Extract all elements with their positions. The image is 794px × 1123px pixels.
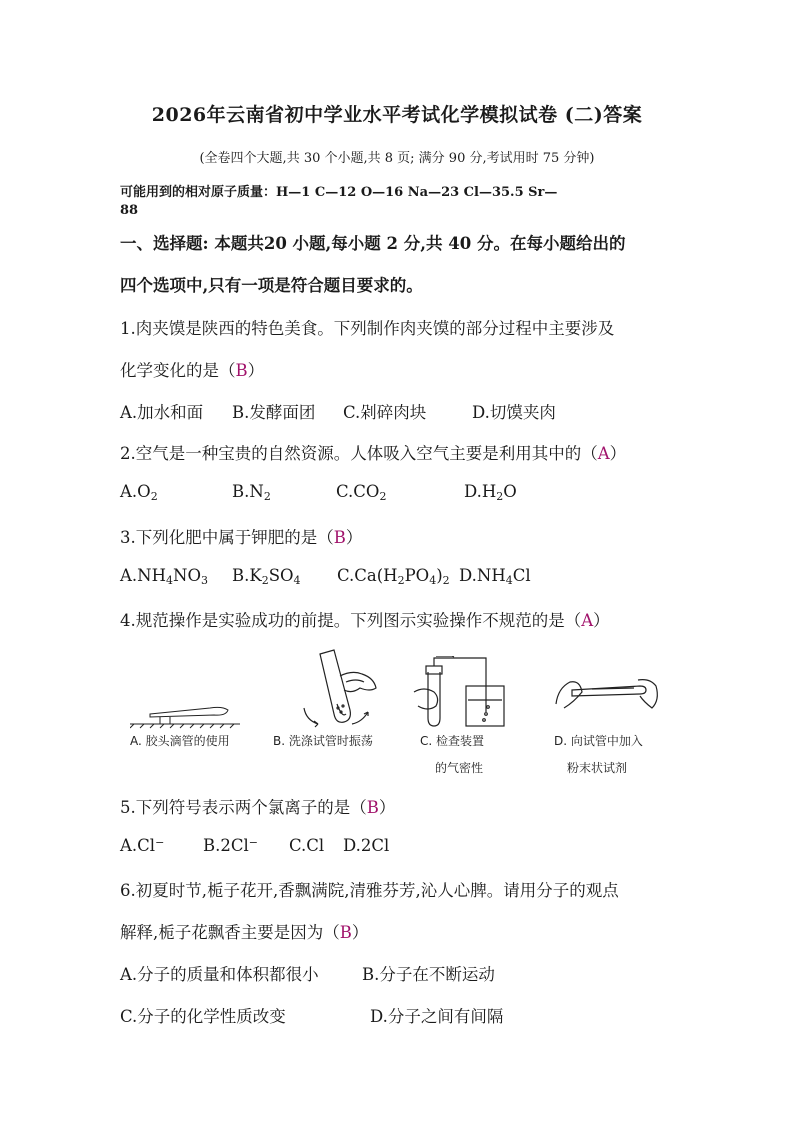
question-5-option-b bbox=[203, 836, 258, 855]
exam-info: (全卷四个大题,共 30 个小题,共 8 页; 满分 90 分,考试用时 75 分钟) bbox=[199, 151, 595, 166]
question-1-option-d: D.切馍夹肉 bbox=[472, 403, 556, 422]
subscript: 2 bbox=[379, 490, 387, 503]
subscript: 2 bbox=[442, 574, 450, 587]
question-5-option-a bbox=[120, 836, 164, 855]
question-5-answer: B bbox=[366, 798, 379, 817]
formula: B.2Cl bbox=[203, 836, 249, 855]
question-5-text bbox=[120, 794, 395, 818]
question-4-stem: 4.规范操作是实验成功的前提。下列图示实验操作不规范的是（ bbox=[120, 611, 582, 630]
paren-close: ） bbox=[345, 528, 363, 547]
subscript: 4 bbox=[505, 574, 513, 587]
subscript: 2 bbox=[496, 490, 504, 503]
formula: C.Ca(H bbox=[337, 566, 398, 585]
paren-close: ） bbox=[609, 444, 627, 463]
paren-close: ） bbox=[247, 361, 265, 380]
formula: NO bbox=[173, 566, 201, 585]
subscript: 3 bbox=[200, 574, 208, 587]
question-3-stem: 3.下列化肥中属于钾肥的是（ bbox=[120, 528, 334, 547]
subscript: 4 bbox=[429, 574, 437, 587]
test-tube-shake-illustration bbox=[290, 648, 380, 730]
figure-d-caption-2: 粉末状试剂 bbox=[567, 761, 628, 775]
question-2-option-a bbox=[120, 482, 158, 501]
formula: A.O bbox=[120, 482, 151, 501]
figure-d-caption-1: D. 向试管中加入 bbox=[554, 734, 643, 748]
question-2-stem: 2.空气是一种宝贵的自然资源。人体吸入空气主要是利用其中的（ bbox=[120, 444, 598, 463]
superscript: − bbox=[248, 836, 258, 849]
figure-a-caption: A. 胶头滴管的使用 bbox=[130, 734, 230, 748]
figure-c-caption-2: 的气密性 bbox=[435, 761, 484, 775]
atomic-masses-line2: 88 bbox=[120, 203, 139, 218]
powder-addition-illustration bbox=[552, 672, 662, 728]
subscript: 4 bbox=[166, 574, 173, 587]
question-2-text bbox=[120, 440, 626, 464]
subscript: 2 bbox=[263, 490, 271, 503]
question-6-text-2 bbox=[120, 919, 368, 943]
question-1-option-a: A.加水和面 bbox=[120, 403, 204, 422]
question-3-answer: B bbox=[333, 528, 346, 547]
question-6-text: 6.初夏时节,栀子花开,香飘满院,清雅芬芳,沁人心脾。请用分子的观点 bbox=[120, 881, 619, 900]
paren-close: ） bbox=[351, 923, 369, 942]
formula: O bbox=[503, 482, 517, 501]
question-6-answer: B bbox=[339, 923, 352, 942]
question-5-option-c: C.Cl bbox=[289, 836, 325, 855]
paren-close: ） bbox=[593, 611, 610, 630]
formula: Cl bbox=[512, 566, 531, 585]
question-6-option-a: A.分子的质量和体积都很小 bbox=[120, 965, 319, 984]
formula: SO bbox=[268, 566, 294, 585]
subscript: 4 bbox=[293, 574, 301, 587]
formula: A.Cl bbox=[120, 836, 156, 855]
formula: PO bbox=[404, 566, 430, 585]
question-4-text bbox=[120, 607, 610, 631]
figure-c-caption-1: C. 检查装置 bbox=[420, 734, 485, 748]
question-3-option-a bbox=[120, 566, 208, 585]
question-6-option-b: B.分子在不断运动 bbox=[362, 965, 495, 984]
question-6-stem: 解释,栀子花飘香主要是因为（ bbox=[120, 923, 340, 942]
question-3-option-d bbox=[459, 566, 531, 585]
formula: ) bbox=[436, 566, 443, 585]
question-2-option-b bbox=[232, 482, 271, 501]
question-1-option-b: B.发酵面团 bbox=[232, 403, 316, 422]
question-2-answer: A bbox=[597, 444, 610, 463]
formula: D.H bbox=[464, 482, 497, 501]
paren-close: ） bbox=[378, 798, 396, 817]
question-1-answer: B bbox=[235, 361, 248, 380]
question-1-option-c: C.剁碎肉块 bbox=[343, 403, 427, 422]
airtight-check-illustration bbox=[406, 656, 516, 730]
formula: D.NH bbox=[459, 566, 506, 585]
question-3-option-b bbox=[232, 566, 301, 585]
question-2-option-c bbox=[336, 482, 386, 501]
question-1-text-2 bbox=[120, 357, 264, 381]
section-heading-line2: 四个选项中,只有一项是符合题目要求的。 bbox=[120, 276, 423, 295]
question-5-option-d: D.2Cl bbox=[343, 836, 390, 855]
question-4-answer: A bbox=[581, 611, 594, 630]
question-2-option-d bbox=[464, 482, 517, 501]
question-4-figures bbox=[120, 648, 680, 778]
formula: B.N bbox=[232, 482, 264, 501]
subscript: 2 bbox=[150, 490, 158, 503]
figure-b-caption: B. 洗涤试管时振荡 bbox=[273, 734, 373, 748]
question-1-text: 1.肉夹馍是陕西的特色美食。下列制作肉夹馍的部分过程中主要涉及 bbox=[120, 319, 615, 338]
formula: C.CO bbox=[336, 482, 380, 501]
atomic-masses-line1: 可能用到的相对原子质量：H—1 C—12 O—16 Na—23 Cl—35.5 Sr— bbox=[120, 185, 558, 200]
question-5-stem: 5.下列符号表示两个氯离子的是（ bbox=[120, 798, 367, 817]
question-6-option-d: D.分子之间有间隔 bbox=[370, 1007, 504, 1026]
subscript: 2 bbox=[261, 574, 269, 587]
page-title: 2026年云南省初中学业水平考试化学模拟试卷 (二)答案 bbox=[151, 104, 643, 126]
formula: A.NH bbox=[120, 566, 166, 585]
dropper-illustration bbox=[130, 684, 240, 734]
formula: B.K bbox=[232, 566, 262, 585]
subscript: 2 bbox=[397, 574, 405, 587]
question-3-text bbox=[120, 524, 362, 548]
question-1-stem: 化学变化的是（ bbox=[120, 361, 236, 380]
question-6-option-c: C.分子的化学性质改变 bbox=[120, 1007, 286, 1026]
superscript: − bbox=[155, 836, 165, 849]
question-3-option-c bbox=[337, 566, 450, 585]
section-heading-line1: 一、选择题: 本题共20 小题,每小题 2 分,共 40 分。在每小题给出的 bbox=[120, 234, 626, 253]
